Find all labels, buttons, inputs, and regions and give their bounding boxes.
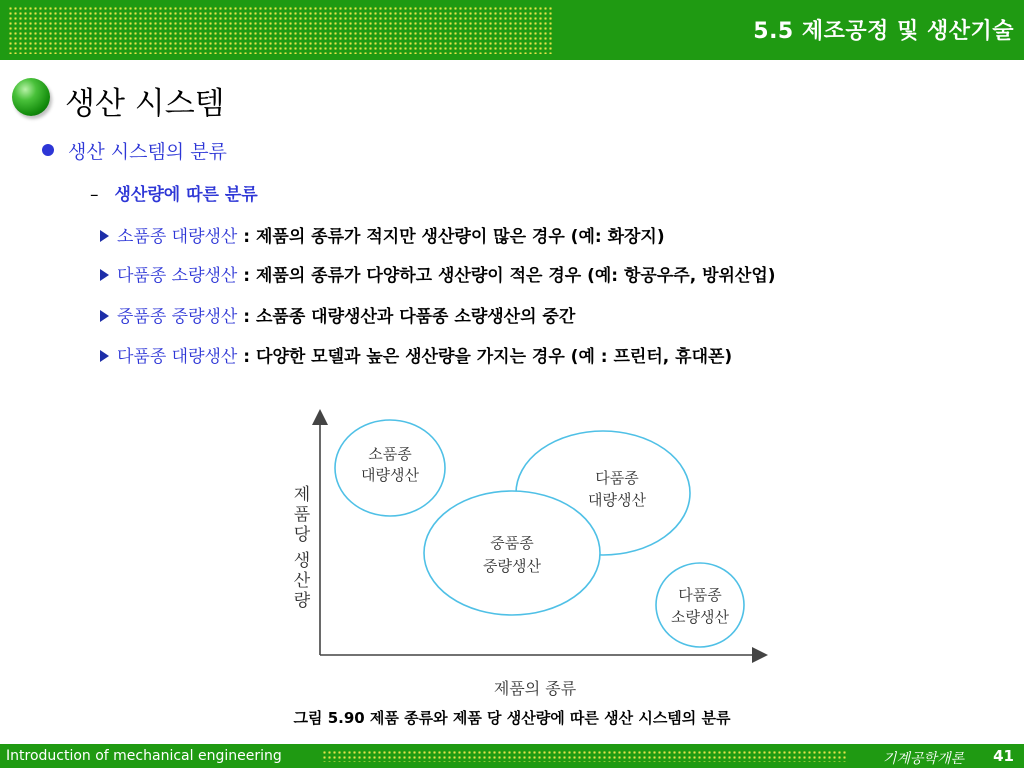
ellipse-label: 소품종 bbox=[368, 445, 412, 463]
production-system-diagram bbox=[280, 405, 780, 705]
item-desc: : 제품의 종류가 다양하고 생산량이 적은 경우 (예: 항공우주, 방위산업) bbox=[237, 266, 776, 286]
footer-course-korean: 기계공학개론 bbox=[882, 751, 964, 767]
figure-caption: 그림 5.90 제품 종류와 제품 당 생산량에 따른 생산 시스템의 분류 bbox=[293, 709, 731, 727]
dash-icon: – bbox=[90, 185, 99, 205]
ellipse-label: 소량생산 bbox=[671, 608, 729, 626]
bullet-dot-icon bbox=[42, 144, 54, 156]
bullet-level2 bbox=[90, 180, 258, 205]
footer-course-title: Introduction of mechanical engineering bbox=[6, 748, 282, 764]
y-axis-label-char: 량 bbox=[293, 591, 311, 611]
ellipse-label: 중량생산 bbox=[483, 557, 541, 575]
triangle-bullet-icon bbox=[100, 310, 109, 322]
y-axis-label-char: 제 bbox=[293, 485, 311, 505]
ellipse-small-variety-mass bbox=[335, 420, 445, 516]
item-term: 다품종 대량생산 bbox=[117, 347, 238, 367]
ellipse-label: 다품종 bbox=[595, 469, 639, 487]
item-term: 소품종 대량생산 bbox=[117, 227, 238, 247]
footer-bar bbox=[0, 744, 1024, 768]
triangle-bullet-icon bbox=[100, 230, 109, 242]
item-desc: : 제품의 종류가 적지만 생산량이 많은 경우 (예: 화장지) bbox=[237, 227, 665, 247]
item-desc: : 소품종 대량생산과 다품종 소량생산의 중간 bbox=[237, 307, 576, 327]
y-axis-label-char: 생 bbox=[293, 551, 311, 571]
item-desc: : 다양한 모델과 높은 생산량을 가지는 경우 (예 : 프린터, 휴대폰) bbox=[237, 347, 733, 367]
item-term: 다품종 소량생산 bbox=[117, 266, 238, 286]
ellipse-label: 다품종 bbox=[678, 586, 722, 604]
ellipse-medium-variety-medium bbox=[424, 491, 600, 615]
ellipse-label: 대량생산 bbox=[361, 466, 419, 484]
y-axis-label-char: 품 bbox=[293, 505, 311, 525]
y-axis-label-char: 산 bbox=[293, 571, 311, 591]
item-term: 중품종 중량생산 bbox=[117, 307, 238, 327]
ellipse-large-variety-small bbox=[656, 563, 744, 647]
ellipse-label: 대량생산 bbox=[588, 491, 646, 509]
bullet-level2-text: 생산량에 따른 분류 bbox=[114, 185, 258, 205]
x-axis-label: 제품의 종류 bbox=[493, 679, 577, 698]
bullet-level1 bbox=[42, 137, 227, 164]
section-title: 5.5 제조공정 및 생산기술 bbox=[753, 19, 1014, 44]
slide-title: 생산 시스템 bbox=[65, 86, 225, 122]
bullet-level1-text: 생산 시스템의 분류 bbox=[68, 141, 227, 163]
ellipse-label: 중품종 bbox=[490, 534, 534, 552]
green-ball-icon bbox=[12, 78, 50, 116]
triangle-bullet-icon bbox=[100, 269, 109, 281]
list-item bbox=[100, 261, 776, 286]
header-dot-pattern bbox=[8, 6, 553, 54]
list-item bbox=[100, 302, 575, 327]
list-item bbox=[100, 222, 665, 247]
footer-dot-pattern bbox=[322, 750, 847, 762]
list-item bbox=[100, 342, 732, 367]
triangle-bullet-icon bbox=[100, 350, 109, 362]
y-axis-label bbox=[291, 485, 313, 611]
header-bar bbox=[0, 0, 1024, 60]
page-number: 41 bbox=[993, 747, 1014, 765]
y-axis-label-char: 당 bbox=[293, 525, 311, 545]
